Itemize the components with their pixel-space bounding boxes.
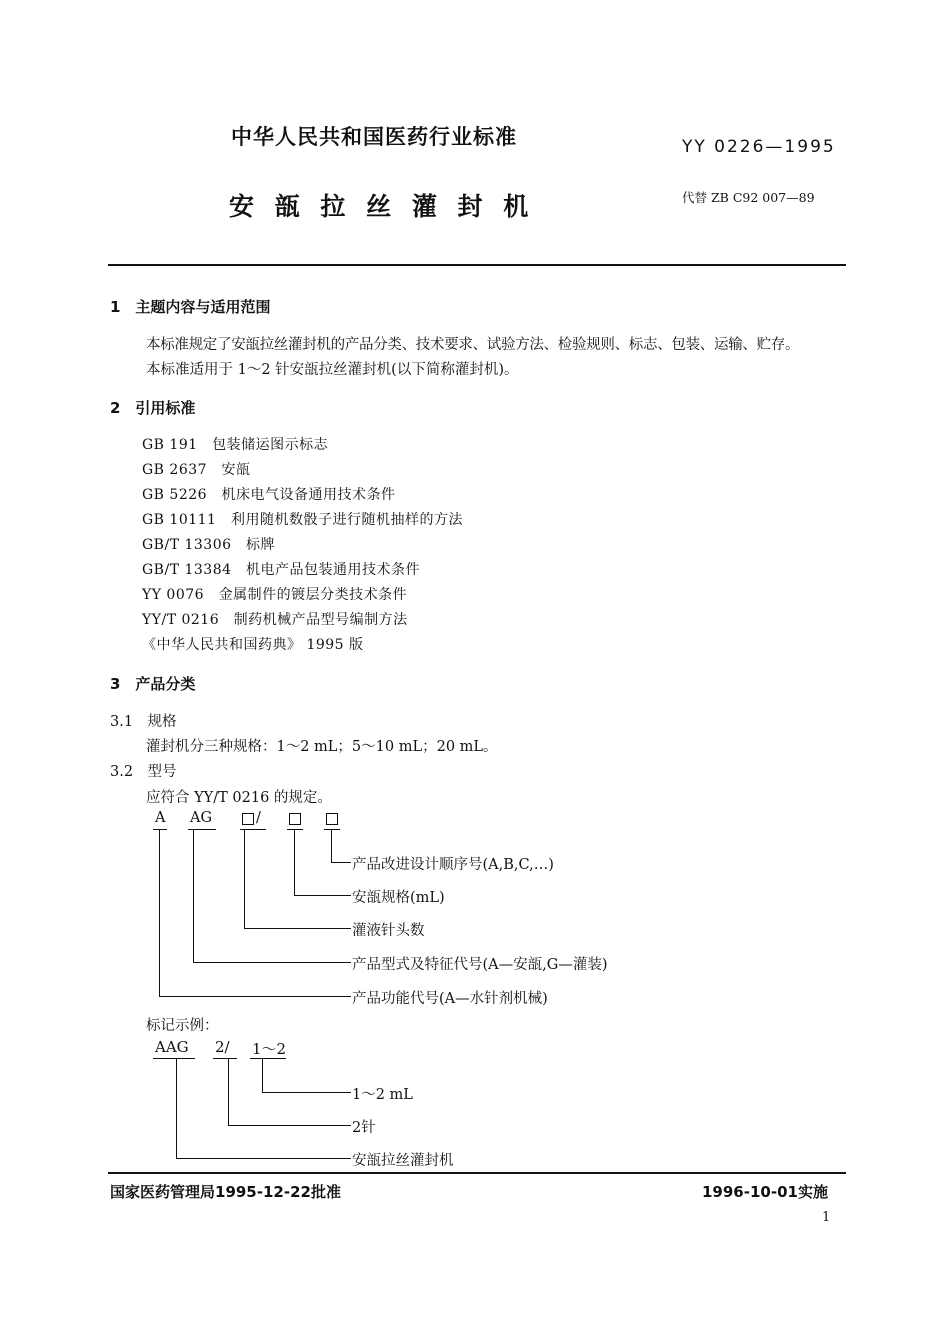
leader-horizontal <box>244 928 351 929</box>
approval-statement: 国家医药管理局1995-12-22批准 <box>110 1183 341 1201</box>
section-3-2-heading: 3.2 型号 <box>110 764 177 780</box>
code-ag: AG <box>190 810 213 826</box>
section-3-heading: 3 产品分类 <box>110 675 196 693</box>
underline <box>153 1058 195 1059</box>
section-1-para-2: 本标准适用于 1～2 针安瓿拉丝灌封机(以下简称灌封机)。 <box>146 362 519 378</box>
diagram-label: 产品型式及特征代号(A—安瓿,G—灌装) <box>352 957 608 973</box>
example-label: 2针 <box>352 1120 376 1136</box>
leader-horizontal <box>262 1092 351 1093</box>
code-slash: / <box>256 810 261 826</box>
standard-number: YY 0226—1995 <box>682 137 836 157</box>
leader-vertical <box>331 830 332 863</box>
diagram-label: 产品功能代号(A—水针剂机械) <box>352 991 548 1007</box>
replaces-note: 代替 ZB C92 007—89 <box>682 190 815 205</box>
placeholder-box <box>242 813 254 825</box>
leader-horizontal <box>331 862 351 863</box>
example-heading: 标记示例： <box>146 1018 219 1034</box>
leader-horizontal <box>294 895 351 896</box>
leader-vertical <box>244 830 245 929</box>
leader-vertical <box>262 1059 263 1093</box>
diagram-label: 安瓿规格(mL) <box>352 890 445 906</box>
leader-vertical <box>159 830 160 997</box>
leader-vertical <box>176 1059 177 1159</box>
header-rule <box>108 264 846 266</box>
placeholder-box <box>289 813 301 825</box>
agency-title: 中华人民共和国医药行业标准 <box>231 125 517 149</box>
leader-vertical <box>294 830 295 896</box>
code-a: A <box>155 810 166 826</box>
section-2-heading: 2 引用标准 <box>110 399 196 417</box>
section-3-1-text: 灌封机分三种规格：1～2 mL；5～10 mL；20 mL。 <box>146 739 498 755</box>
reference-item: GB 2637 安瓿 <box>142 462 251 478</box>
underline <box>213 1058 237 1059</box>
leader-vertical <box>193 830 194 963</box>
reference-item: GB/T 13384 机电产品包装通用技术条件 <box>142 562 421 578</box>
leader-horizontal <box>228 1125 351 1126</box>
leader-horizontal <box>193 962 351 963</box>
document-title: 安 瓿 拉 丝 灌 封 机 <box>229 192 535 221</box>
reference-item: GB 10111 利用随机数骰子进行随机抽样的方法 <box>142 512 463 528</box>
example-code-1: AAG <box>155 1038 189 1056</box>
example-code-3: 1～2 <box>252 1040 287 1058</box>
underline <box>250 1058 286 1059</box>
example-label: 1～2 mL <box>352 1087 413 1103</box>
diagram-label: 灌液针头数 <box>352 923 425 939</box>
leader-horizontal <box>159 996 351 997</box>
reference-item: GB 191 包装储运图示标志 <box>142 437 329 453</box>
section-1-para-1: 本标准规定了安瓿拉丝灌封机的产品分类、技术要求、试验方法、检验规则、标志、包装、运输、贮存。 <box>146 337 800 353</box>
leader-horizontal <box>176 1158 351 1159</box>
reference-item: GB/T 13306 标牌 <box>142 537 276 553</box>
diagram-label: 产品改进设计顺序号(A,B,C,…) <box>352 857 554 873</box>
footer-rule <box>108 1172 846 1174</box>
section-3-1-heading: 3.1 规格 <box>110 714 177 730</box>
reference-item: 《中华人民共和国药典》 1995 版 <box>142 637 364 653</box>
reference-item: GB 5226 机床电气设备通用技术条件 <box>142 487 396 503</box>
placeholder-box <box>326 813 338 825</box>
reference-item: YY/T 0216 制药机械产品型号编制方法 <box>142 612 408 628</box>
example-label: 安瓿拉丝灌封机 <box>352 1153 454 1169</box>
leader-vertical <box>228 1059 229 1126</box>
reference-item: YY 0076 金属制件的镀层分类技术条件 <box>142 587 408 603</box>
page-number: 1 <box>822 1210 831 1225</box>
section-3-2-text: 应符合 YY/T 0216 的规定。 <box>146 790 332 806</box>
example-code-2: 2/ <box>215 1038 230 1056</box>
section-1-heading: 1 主题内容与适用范围 <box>110 298 271 316</box>
effective-date: 1996-10-01实施 <box>702 1183 828 1201</box>
